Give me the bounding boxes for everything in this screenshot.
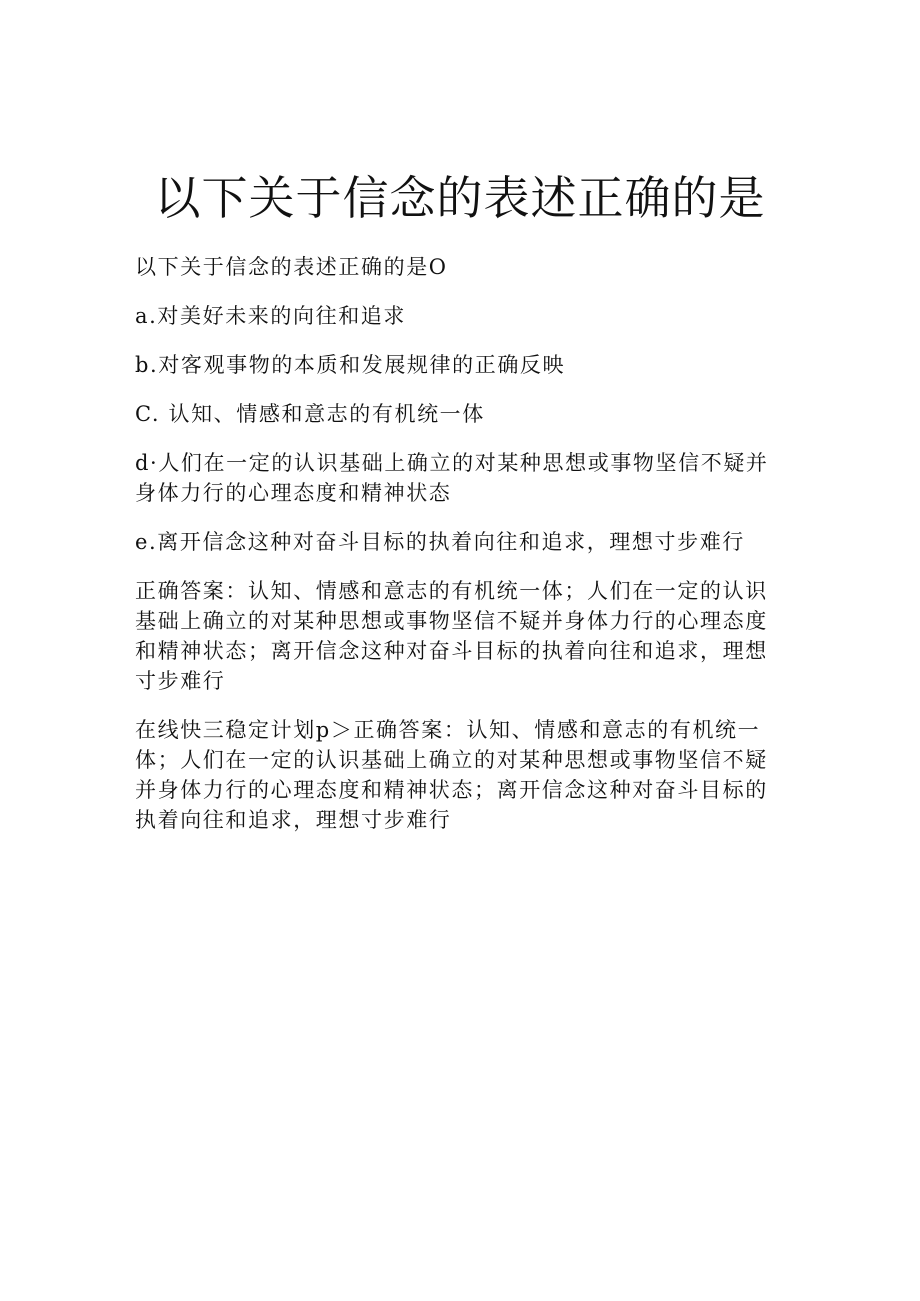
option-a: a.对美好未来的向往和追求: [135, 304, 406, 328]
footer-text: 在线快三稳定计划p＞正确答案：认知、情感和意志的有机统一体；人们在一定的认识基础上确立的对某种思想或事物坚信不疑并身体力行的心理态度和精神状态；离开信念这种对奋斗目标的执着向往和追求，理想寸步难行: [135, 718, 768, 832]
option-b: b.对客观事物的本质和发展规律的正确反映: [135, 353, 566, 377]
option-c: C. 认知、情感和意志的有机统一体: [135, 402, 485, 426]
document-title: 以下关于信念的表述正确的是: [154, 171, 766, 225]
question-text: 以下关于信念的表述正确的是O: [135, 255, 448, 279]
option-d: d·人们在一定的认识基础上确立的对某种思想或事物坚信不疑并身体力行的心理态度和精神状态: [135, 451, 769, 505]
option-e: e.离开信念这种对奋斗目标的执着向往和追求，理想寸步难行: [135, 530, 745, 554]
answer-text: 正确答案：认知、情感和意志的有机统一体；人们在一定的认识基础上确立的对某种思想或事物坚信不疑并身体力行的心理态度和精神状态；离开信念这种对奋斗目标的执着向往和追求，理想寸步难行: [135, 579, 768, 693]
document-body: [135, 252, 785, 854]
